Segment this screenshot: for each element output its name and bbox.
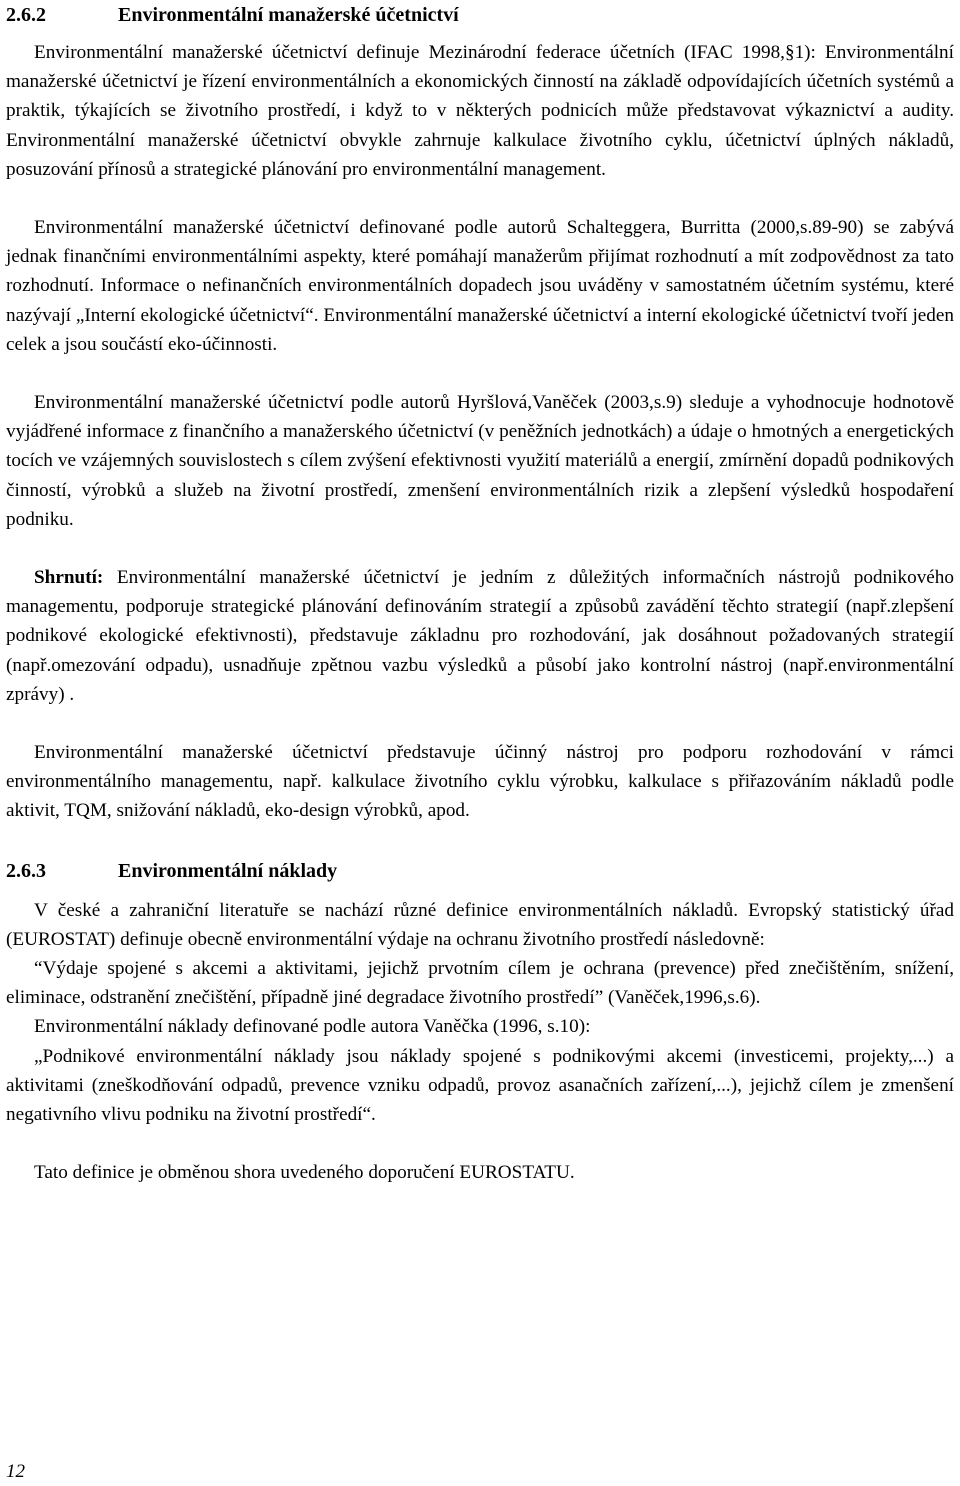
quote-vanecek: „Podnikové environmentální náklady jsou náklady spojené s podnikovými akcemi (investicemi, projekty,...) a aktivitami (zneškodňování odpadů, prevence vzniku odpadů, provoz asanačních zařízení,...), jejichž cílem je zmenšení negativního vlivu podniku na životní prostředí“.	[6, 1045, 954, 1126]
summary-label: Shrnutí:	[34, 567, 104, 589]
section-heading-2-6-2	[6, 0, 954, 30]
paragraph-summary	[6, 563, 954, 709]
paragraph-closing: Environmentální manažerské účetnictví představuje účinný nástroj pro podporu rozhodování v rámci environmentálního managementu, např. kalkulace životního cyklu výrobku, kalkulace s přiřazováním nákladů podle aktivit, TQM, snižování nákladů, eko-design výrobků, apod.	[6, 742, 954, 822]
paragraph-vanecek-intro: Environmentální náklady definované podle autora Vaněčka (1996, s.10):	[34, 1016, 591, 1038]
document-page	[6, 0, 954, 1188]
section-number: 2.6.3	[6, 859, 46, 882]
quote-eurostat: “Výdaje spojené s akcemi a aktivitami, jejichž prvotním cílem je ochrana (prevence) před znečištěním, snížení, eliminace, odstranění znečištění, případně jiné degradace životního prostředí” (Vaněček,1996,s.6).	[6, 958, 954, 1009]
section-number: 2.6.2	[6, 4, 46, 26]
section-heading-2-6-3	[6, 856, 954, 886]
paragraph-schaltegger-definition: Environmentální manažerské účetnictví definované podle autorů Schalteggera, Burritta (2000,s.89-90) se zabývá jednak finančními environmentálními aspekty, které pomáhají manažerům přijímat rozhodnutí a mít zodpovědnost za tato rozhodnutí. Informace o nefinančních environmentálních dopadech jsou uváděny v samostatném účetním systému, které nazývají „Interní ekologické účetnictví“. Environmentální manažerské účetnictví a interní ekologické účetnictví tvoří jeden celek a jsou součástí eko-účinnosti.	[6, 217, 954, 355]
paragraph-eurostat-intro: V české a zahraniční literatuře se nachází různé definice environmentálních nákladů. Evropský statistický úřad (EUROSTAT) definuje obecně environmentální výdaje na ochranu životního prostředí následovně:	[6, 899, 954, 950]
paragraph-hyrslova-definition: Environmentální manažerské účetnictví podle autorů Hyršlová,Vaněček (2003,s.9) sleduje a vyhodnocuje hodnotově vyjádřené informace z finančního a manažerského účetnictví (v peněžních jednotkách) a údaje o hmotných a energetických tocích ve vzájemných souvislostech s cílem zvýšení efektivnosti využití materiálů a energií, zmírnění dopadů podnikových činností, výrobků a služeb na životní prostředí, zmenšení environmentálních rizik a zlepšení výsledků hospodaření podniku.	[6, 392, 954, 530]
summary-text: Environmentální manažerské účetnictví je jedním z důležitých informačních nástrojů podnikového managementu, podporuje strategické plánování definováním strategií a způsobů zavádění těchto strategií (např.zlepšení podnikové ekologické efektivnosti), představuje základnu pro rozhodování, jak dosáhnout požadovaných strategií (např.omezování odpadu), usnadňuje zpětnou vazbu výsledků a působí jako kontrolní nástroj (např.environmentální zprávy) .	[6, 567, 954, 705]
page-number: 12	[6, 1461, 25, 1482]
paragraph-ifac-definition: Environmentální manažerské účetnictví definuje Mezinárodní federace účetních (IFAC 1998,§1): Environmentální manažerské účetnictví je řízení environmentálních a ekonomických činností na základě odpovídajících účetních systémů a praktik, týkajících se životního prostředí, i když to v některých podnicích může představovat výkaznictví a audity. Environmentální manažerské účetnictví obvykle zahrnuje kalkulace životního cyklu, účetnictví úplných nákladů, posuzování přínosů a strategické plánování pro environmentální management.	[6, 42, 954, 180]
section-title: Environmentální náklady	[118, 859, 338, 882]
paragraph-final-note: Tato definice je obměnou shora uvedeného doporučení EUROSTATU.	[34, 1162, 575, 1184]
section-title: Environmentální manažerské účetnictví	[118, 4, 459, 26]
